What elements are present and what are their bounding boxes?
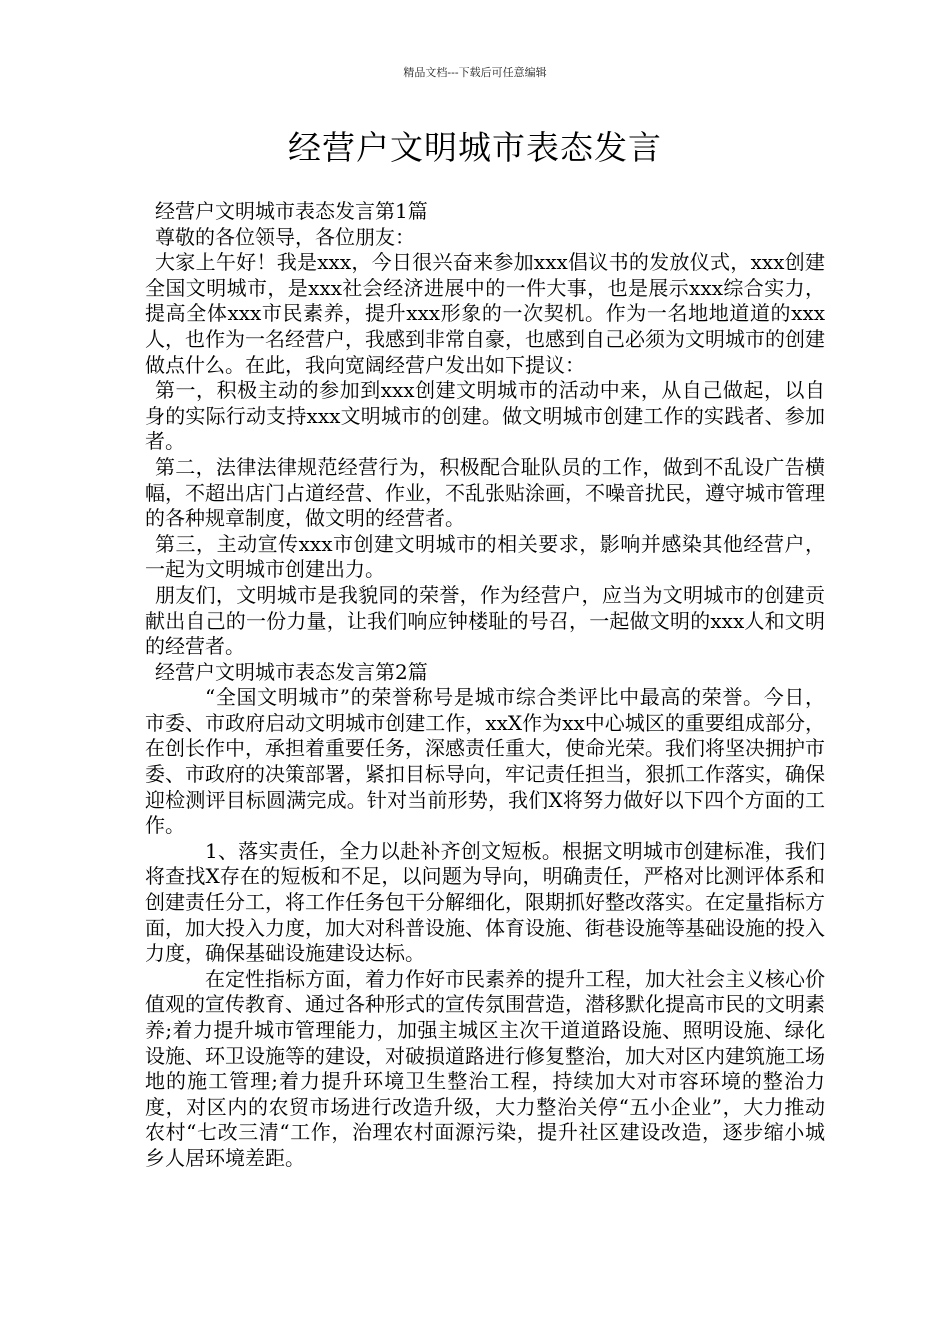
paragraph-salutation: 尊敬的各位领导，各位朋友： [155,224,415,249]
document-body [145,199,825,1172]
paragraph-heading-2: 经营户文明城市表态发言第2篇 [155,659,428,684]
paragraph: “全国文明城市”的荣誉称号是城市综合类评比中最高的荣誉。今日，市委、市政府启动文明城市创建工作，xxX作为xx中心城区的重要组成部分，在创长作中，承担着重要任务，深感责任重大，使命光荣。我们将坚决拥护市委、市政府的决策部署，紧扣目标导向，牢记责任担当，狠抓工作落实，确保迎检测评目标圆满完成。针对当前形势，我们X将努力做好以下四个方面的工作。 [145,685,825,838]
paragraph: 在定性指标方面，着力作好市民素养的提升工程，加大社会主义核心价值观的宣传教育、通过各种形式的宣传氛围营造，潜移默化提高市民的文明素养;着力提升城市管理能力，加强主城区主次干道道路设施、照明设施、绿化设施、环卫设施等的建设，对破损道路进行修复整治，加大对区内建筑施工场地的施工管理;着力提升环境卫生整治工程，持续加大对市容环境的整治力度，对区内的农贸市场进行改造升级，大力整治关停“五小企业”，大力推动农村“七改三清“工作，治理农村面源污染，提升社区建设改造，逐步缩小城乡人居环境差距。 [145,966,825,1170]
document-title: 经营户文明城市表态发言 [288,128,662,167]
paragraph: 大家上午好！我是xxx，今日很兴奋来参加xxx倡议书的发放仪式，xxx创建全国文明城市，是xxx社会经济进展中的一件大事，也是展示xxx综合实力，提高全体xxx市民素养，提升xxx形象的一次契机。作为一名地地道道的xxx人，也作为一名经营户，我感到非常自豪，也感到自己必须为文明城市的创建做点什么。在此，我向宽阔经营户发出如下提议： [145,250,825,377]
paragraph: 第一，积极主动的参加到xxx创建文明城市的活动中来，从自己做起，以自身的实际行动支持xxx文明城市的创建。做文明城市创建工作的实践者、参加者。 [145,378,825,454]
header-note: 精品文档---下载后可任意编辑 [403,66,547,79]
paragraph: 1、落实责任，全力以赴补齐创文短板。根据文明城市创建标准，我们将查找X存在的短板和不足，以问题为导向，明确责任，严格对比测评体系和创建责任分工，将工作任务包干分解细化，限期抓好整改落实。在定量指标方面，加大投入力度，加大对科普设施、体育设施、街巷设施等基础设施的投入力度，确保基础设施建设达标。 [145,838,825,966]
paragraph-heading-1: 经营户文明城市表态发言第1篇 [155,199,428,223]
paragraph: 第二，法律法律规范经营行为，积极配合耻队员的工作，做到不乱设广告横幅，不超出店门占道经营、作业，不乱张贴涂画，不噪音扰民，遵守城市管理的各种规章制度，做文明的经营者。 [145,454,825,531]
paragraph: 朋友们，文明城市是我貌同的荣誉，作为经营户，应当为文明城市的创建贡献出自己的一份力量，让我们响应钟楼耻的号召，一起做文明的xxx人和文明的经营者。 [145,582,825,659]
paragraph: 第三，主动宣传xxx市创建文明城市的相关要求，影响并感染其他经营户，一起为文明城市创建出力。 [145,531,825,582]
